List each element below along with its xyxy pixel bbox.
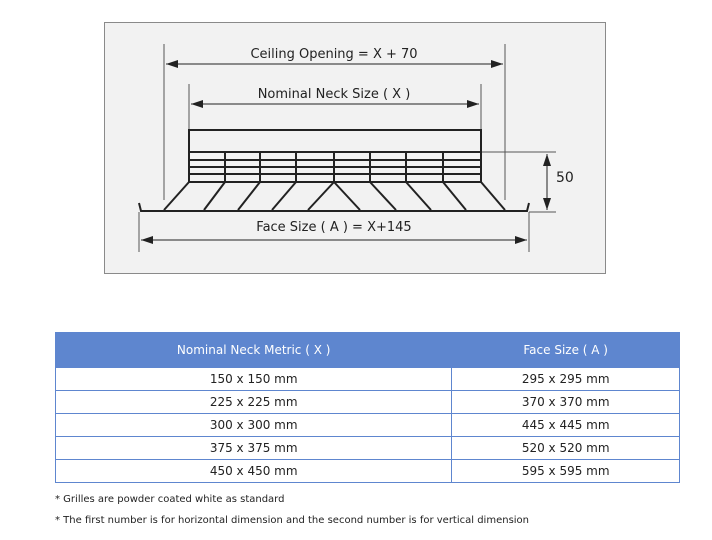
face-size-cell: 445 x 445 mm [452, 414, 680, 437]
neck-size-label: Nominal Neck Size ( X ) [257, 87, 411, 102]
table-row [56, 414, 680, 437]
grille-body [139, 130, 529, 211]
face-size-label: Face Size ( A ) = X+145 [256, 220, 412, 235]
table-row [56, 460, 680, 483]
table-header-row [56, 333, 680, 368]
neck-size-cell: 450 x 450 mm [56, 460, 452, 483]
header-neck-metric: Nominal Neck Metric ( X ) [56, 333, 452, 368]
face-size-cell: 520 x 520 mm [452, 437, 680, 460]
face-size-cell: 295 x 295 mm [452, 368, 680, 391]
height-label: 50 [556, 170, 574, 186]
table-row [56, 368, 680, 391]
size-table [55, 332, 680, 483]
neck-size-cell: 300 x 300 mm [56, 414, 452, 437]
face-size-cell: 370 x 370 mm [452, 391, 680, 414]
table-row [56, 437, 680, 460]
neck-size-cell: 225 x 225 mm [56, 391, 452, 414]
face-size-cell: 595 x 595 mm [452, 460, 680, 483]
note-powder-coating: * Grilles are powder coated white as standard [55, 494, 285, 505]
header-face-size: Face Size ( A ) [452, 333, 680, 368]
note-dimension-order: * The first number is for horizontal dimension and the second number is for vertical dimension [55, 515, 530, 526]
neck-size-cell: 375 x 375 mm [56, 437, 452, 460]
table-row [56, 391, 680, 414]
ceiling-opening-label: Ceiling Opening = X + 70 [250, 47, 418, 62]
neck-size-cell: 150 x 150 mm [56, 368, 452, 391]
